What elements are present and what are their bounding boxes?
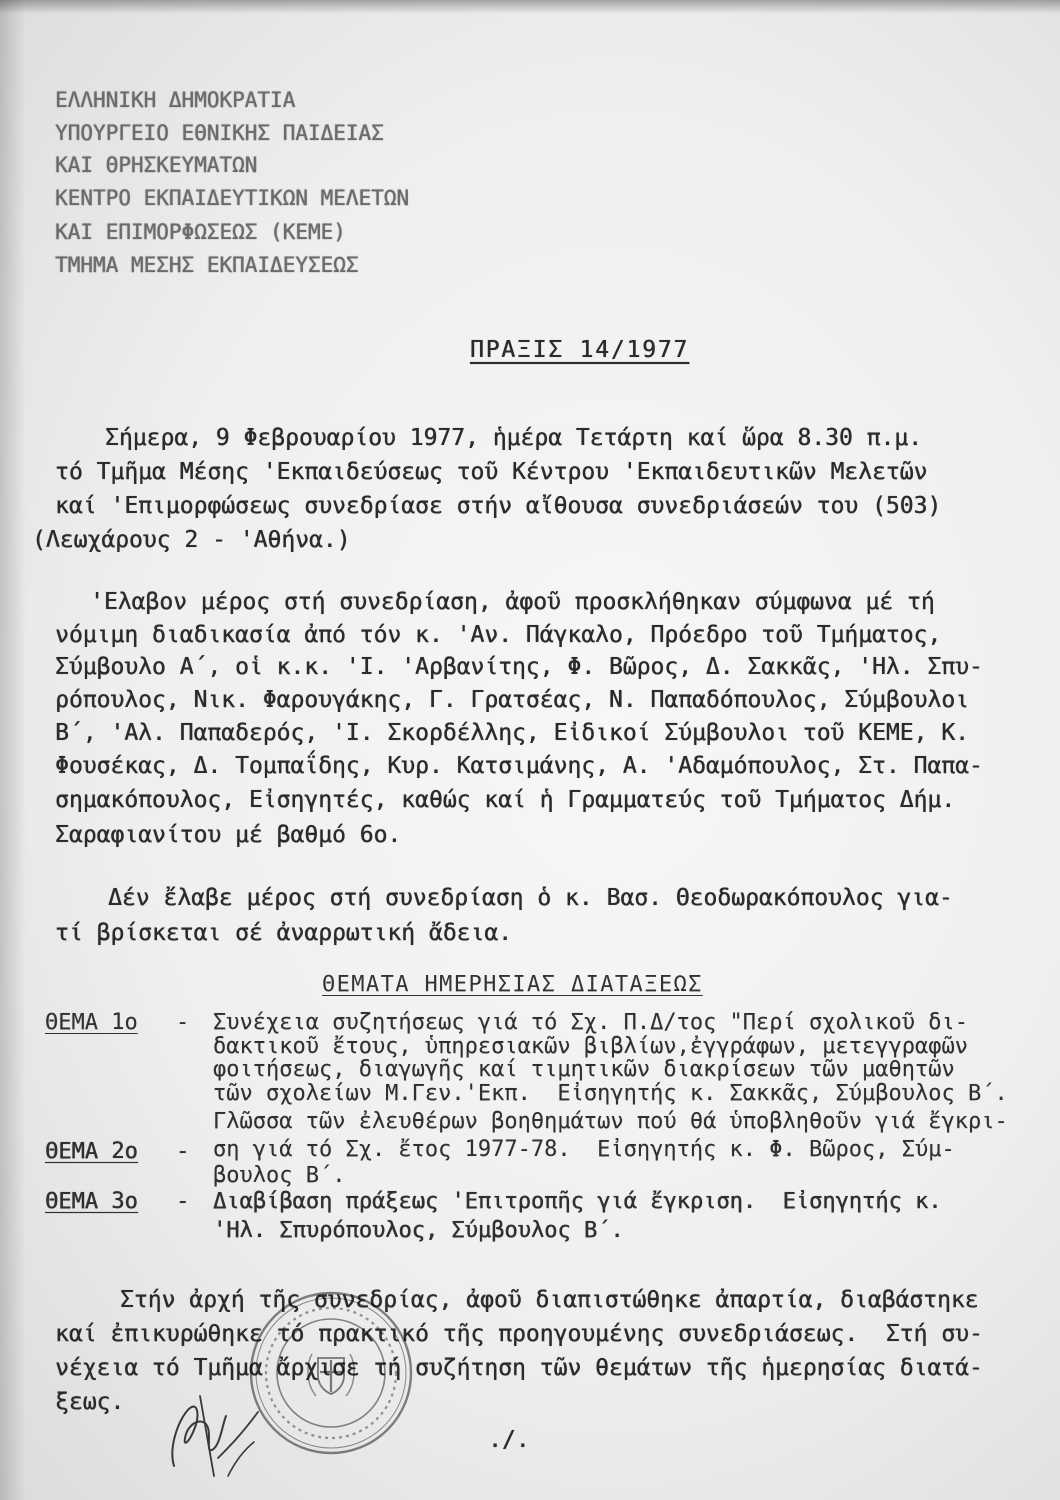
- paragraph-line: τί βρίσκεται σέ ἀναρρωτική ἄδεια.: [55, 920, 512, 946]
- letterhead-line: ΚΕΝΤΡΟ ΕΚΠΑΙΔΕΥΤΙΚΩΝ ΜΕΛΕΤΩΝ: [55, 186, 410, 210]
- paragraph-line: Σήμερα, 9 Φεβρουαρίου 1977, ἡμέρα Τετάρτη καί ὥρα 8.30 π.μ.: [105, 425, 922, 451]
- paragraph-line: Σαραφιανίτου μέ βαθμό 6ο.: [55, 822, 402, 848]
- letterhead-line: ΕΛΛΗΝΙΚΗ ΔΗΜΟΚΡΑΤΙΑ: [55, 88, 296, 112]
- paragraph-line: Φουσέκας, Δ. Τομπαΐδης, Κυρ. Κατσιμάνης, Α. 'Αδαμόπουλος, Στ. Παπα-: [55, 753, 983, 779]
- agenda-item-line: φοιτήσεως, διαγωγῆς καί τιμητικῶν διακρίσεων τῶν μαθητῶν: [213, 1057, 955, 1082]
- agenda-item-line: 'Ηλ. Σπυρόπουλος, Σύμβουλος Β΄.: [213, 1218, 624, 1243]
- agenda-item-label: ΘΕΜΑ 1ο: [45, 1010, 138, 1035]
- signature: [160, 1386, 270, 1481]
- official-seal: [246, 1288, 416, 1458]
- paragraph-line: νόμιμη διαδικασία ἀπό τόν κ. 'Αν. Πάγκαλο, Πρόεδρο τοῦ Τμήματος,: [55, 622, 942, 648]
- agenda-item-line: βουλος Β΄.: [213, 1163, 346, 1188]
- agenda-item-line: Διαβίβαση πράξεως 'Επιτροπῆς γιά ἔγκριση. Εἰσηγητής κ.: [213, 1189, 942, 1214]
- letterhead-line: ΚΑΙ ΕΠΙΜΟΡΦΩΣΕΩΣ (ΚΕΜΕ): [55, 220, 346, 244]
- coat-of-arms-icon: [308, 1354, 354, 1396]
- paragraph-line: Β΄, 'Αλ. Παπαδερός, 'Ι. Σκορδέλλης, Εἰδικοί Σύμβουλοι τοῦ ΚΕΜΕ, Κ.: [55, 720, 969, 746]
- letterhead-line: ΚΑΙ ΘΡΗΣΚΕΥΜΑΤΩΝ: [55, 153, 258, 177]
- agenda-item-dash: -: [176, 1139, 190, 1164]
- agenda-item-label: ΘΕΜΑ 2ο: [45, 1139, 138, 1164]
- paragraph-line: σημακόπουλος, Εἰσηγητές, καθώς καί ἡ Γραμματεύς τοῦ Τμήματος Δήμ.: [55, 787, 956, 813]
- paragraph-line: καί ἐπικυρώθηκε τό πρακτικό τῆς προηγουμένης συνεδριάσεως. Στή συ-: [55, 1321, 983, 1347]
- paragraph-line: νέχεια τό Τμῆμα ἄρχισε τή συζήτηση τῶν θεμάτων τῆς ἡμερησίας διατά-: [55, 1355, 983, 1381]
- agenda-item-label: ΘΕΜΑ 3ο: [45, 1189, 138, 1214]
- agenda-item-dash: -: [176, 1189, 190, 1214]
- letterhead-line: ΥΠΟΥΡΓΕΙΟ ΕΘΝΙΚΗΣ ΠΑΙΔΕΙΑΣ: [55, 121, 384, 145]
- paragraph-line: Στήν ἀρχή τῆς συνεδρίας, ἀφοῦ διαπιστώθηκε ἀπαρτία, διαβάστηκε: [120, 1287, 979, 1313]
- paragraph-line: ξεως.: [55, 1389, 125, 1415]
- paragraph-line: τό Τμῆμα Μέσης 'Εκπαιδεύσεως τοῦ Κέντρου 'Εκπαιδευτικῶν Μελετῶν: [55, 459, 928, 485]
- agenda-heading: ΘΕΜΑΤΑ ΗΜΕΡΗΣΙΑΣ ΔΙΑΤΑΞΕΩΣ: [322, 972, 703, 997]
- agenda-item-line: Συνέχεια συζητήσεως γιά τό Σχ. Π.Δ/τος "Περί σχολικοῦ δι-: [213, 1010, 968, 1035]
- agenda-item-dash: -: [176, 1010, 190, 1035]
- agenda-item-line: Γλῶσσα τῶν ἐλευθέρων βοηθημάτων πού θά ὑποβληθοῦν γιά ἔγκρι-: [213, 1109, 1008, 1134]
- agenda-item-line: ση γιά τό Σχ. ἔτος 1977-78. Εἰσηγητής κ. Φ. Βῶρος, Σύμ-: [213, 1137, 955, 1162]
- agenda-item-line: τῶν σχολείων Μ.Γεν.'Εκπ. Εἰσηγητής κ. Σακκᾶς, Σύμβουλος Β΄.: [213, 1081, 1008, 1106]
- paragraph-line: καί 'Επιμορφώσεως συνεδρίασε στήν αἴθουσα συνεδριάσεών του (503): [55, 493, 942, 519]
- paragraph-line: Δέν ἔλαβε μέρος στή συνεδρίαση ὁ κ. Βασ. Θεοδωρακόπουλος για-: [108, 885, 953, 911]
- paragraph-line: ρόπουλος, Νικ. Φαρουγάκης, Γ. Γρατσέας, Ν. Παπαδόπουλος, Σύμβουλοι: [55, 687, 969, 713]
- paragraph-line: (Λεωχάρους 2 - 'Αθήνα.): [32, 527, 351, 553]
- document-title: ΠΡΑΞΙΣ 14/1977: [470, 337, 690, 363]
- paragraph-line: 'Ελαβον μέρος στή συνεδρίαση, ἀφοῦ προσκλήθηκαν σύμφωνα μέ τή: [90, 589, 935, 615]
- paragraph-line: Σύμβουλο Α΄, οἱ κ.κ. 'Ι. 'Αρβανίτης, Φ. Βῶρος, Δ. Σακκᾶς, 'Ηλ. Σπυ-: [55, 654, 983, 680]
- page-continuation-mark: ./.: [488, 1427, 530, 1453]
- agenda-item-line: δακτικοῦ ἔτους, ὑπηρεσιακῶν βιβλίων,ἐγγράφων, μετεγγραφῶν: [213, 1034, 968, 1059]
- letterhead-line: ΤΜΗΜΑ ΜΕΣΗΣ ΕΚΠΑΙΔΕΥΣΕΩΣ: [55, 253, 359, 277]
